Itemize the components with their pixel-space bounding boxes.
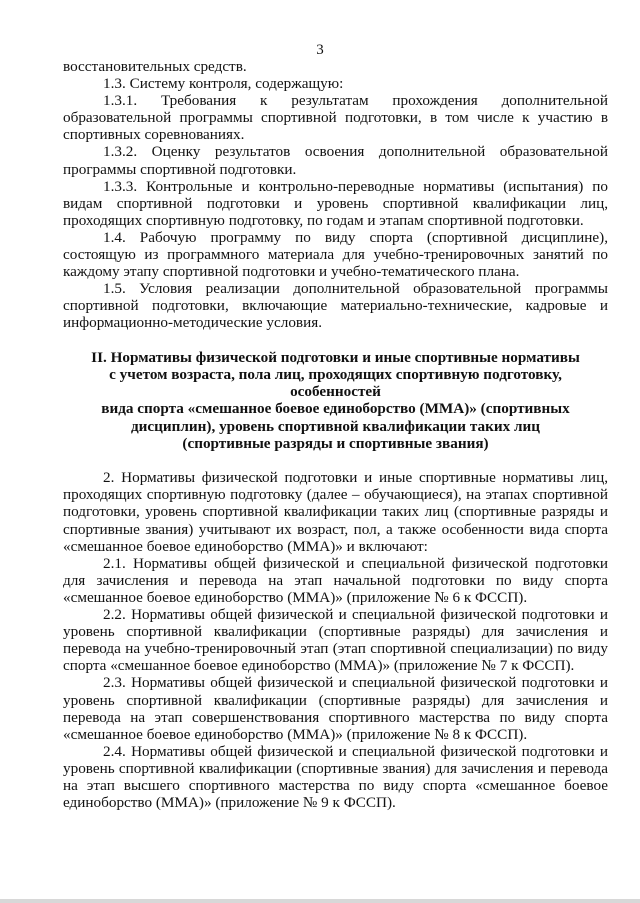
paragraph-continuation: восстановительных средств. [63, 58, 247, 75]
page-number: 3 [316, 42, 324, 58]
section-heading [63, 349, 608, 453]
paragraph-1-3: 1.3. Систему контроля, содержащую: [103, 75, 344, 93]
paragraph-2: 2. Нормативы физической подготовки и иные спортивные нормативы лиц, проходящих спортивную подготовку (далее – обучающиеся), на этапах спортивной подготовки, уровень спортивной квалификации таких лиц (спортивные разряды и спортивные звания) учитывают их возраст, пол, а также особенности вида спорта «смешанное боевое единоборство (ММА)» и включают: [63, 469, 608, 555]
paragraph-1-4: 1.4. Рабочую программу по виду спорта (спортивной дисциплине), состоящую из программного материала для учебно-тренировочных занятий по каждому этапу спортивной подготовки и учебно-тематического плана. [63, 228, 608, 281]
paragraph-2-1: 2.1. Нормативы общей физической и специальной физической подготовки для зачисления и перевода на этап начальной подготовки по виду спорта «смешанное боевое единоборство (ММА)» (приложение № 6 к ФССП). [63, 554, 608, 606]
paragraph-2-3: 2.3. Нормативы общей физической и специальной физической подготовки и уровень спортивной квалификации (спортивные разряды) для зачисления и перевода на этап совершенствования спортивного мастерства по виду спорта «смешанное боевое единоборство (ММА)» (приложение № 8 к ФССП). [63, 674, 608, 743]
paragraph-1-5: 1.5. Условия реализации дополнительной образовательной программы спортивной подготовки, включающие материально-технические, кадровые и информационно-методические условия. [63, 280, 608, 332]
scan-bottom-edge [0, 899, 640, 903]
paragraph-2-4: 2.4. Нормативы общей физической и специальной физической подготовки и уровень спортивной квалификации (спортивные звания) для зачисления и перевода на этап высшего спортивного мастерства по виду спорта «смешанное боевое единоборство (ММА)» (приложение № 9 к ФССП). [63, 742, 608, 812]
document-body [63, 58, 608, 811]
section-heading-line-3: вида спорта «смешанное боевое единоборство (ММА)» (спортивных [101, 400, 570, 418]
section-heading-line-5: (спортивные разряды и спортивные звания) [182, 434, 489, 452]
section-heading-line-4: дисциплин), уровень спортивной квалификации таких лиц [130, 417, 541, 435]
section-heading-line-2: с учетом возраста, пола лиц, проходящих спортивную подготовку, особенностей [109, 365, 562, 401]
paragraph-1-3-1: 1.3.1. Требования к результатам прохождения дополнительной образовательной программы спортивной подготовки, в том числе к участию в спортивных соревнованиях. [63, 92, 608, 144]
paragraph-2-2: 2.2. Нормативы общей физической и специальной физической подготовки и уровень спортивной квалификации (спортивные разряды) для зачисления и перевода на учебно-тренировочный этап (этап спортивной специализации) по виду спорта «смешанное боевое единоборство (ММА)» (приложение № 7 к ФССП). [63, 606, 608, 675]
section-heading-line-1: II. Нормативы физической подготовки и иные спортивные нормативы [91, 348, 580, 366]
paragraph-1-3-2: 1.3.2. Оценку результатов освоения дополнительной образовательной программы спортивной подготовки. [63, 143, 608, 178]
paragraph-1-3-3: 1.3.3. Контрольные и контрольно-переводные нормативы (испытания) по видам спортивной подготовки и уровень спортивной квалификации лиц, проходящих спортивную подготовку, по годам и этапам спортивной подготовки. [63, 177, 608, 229]
